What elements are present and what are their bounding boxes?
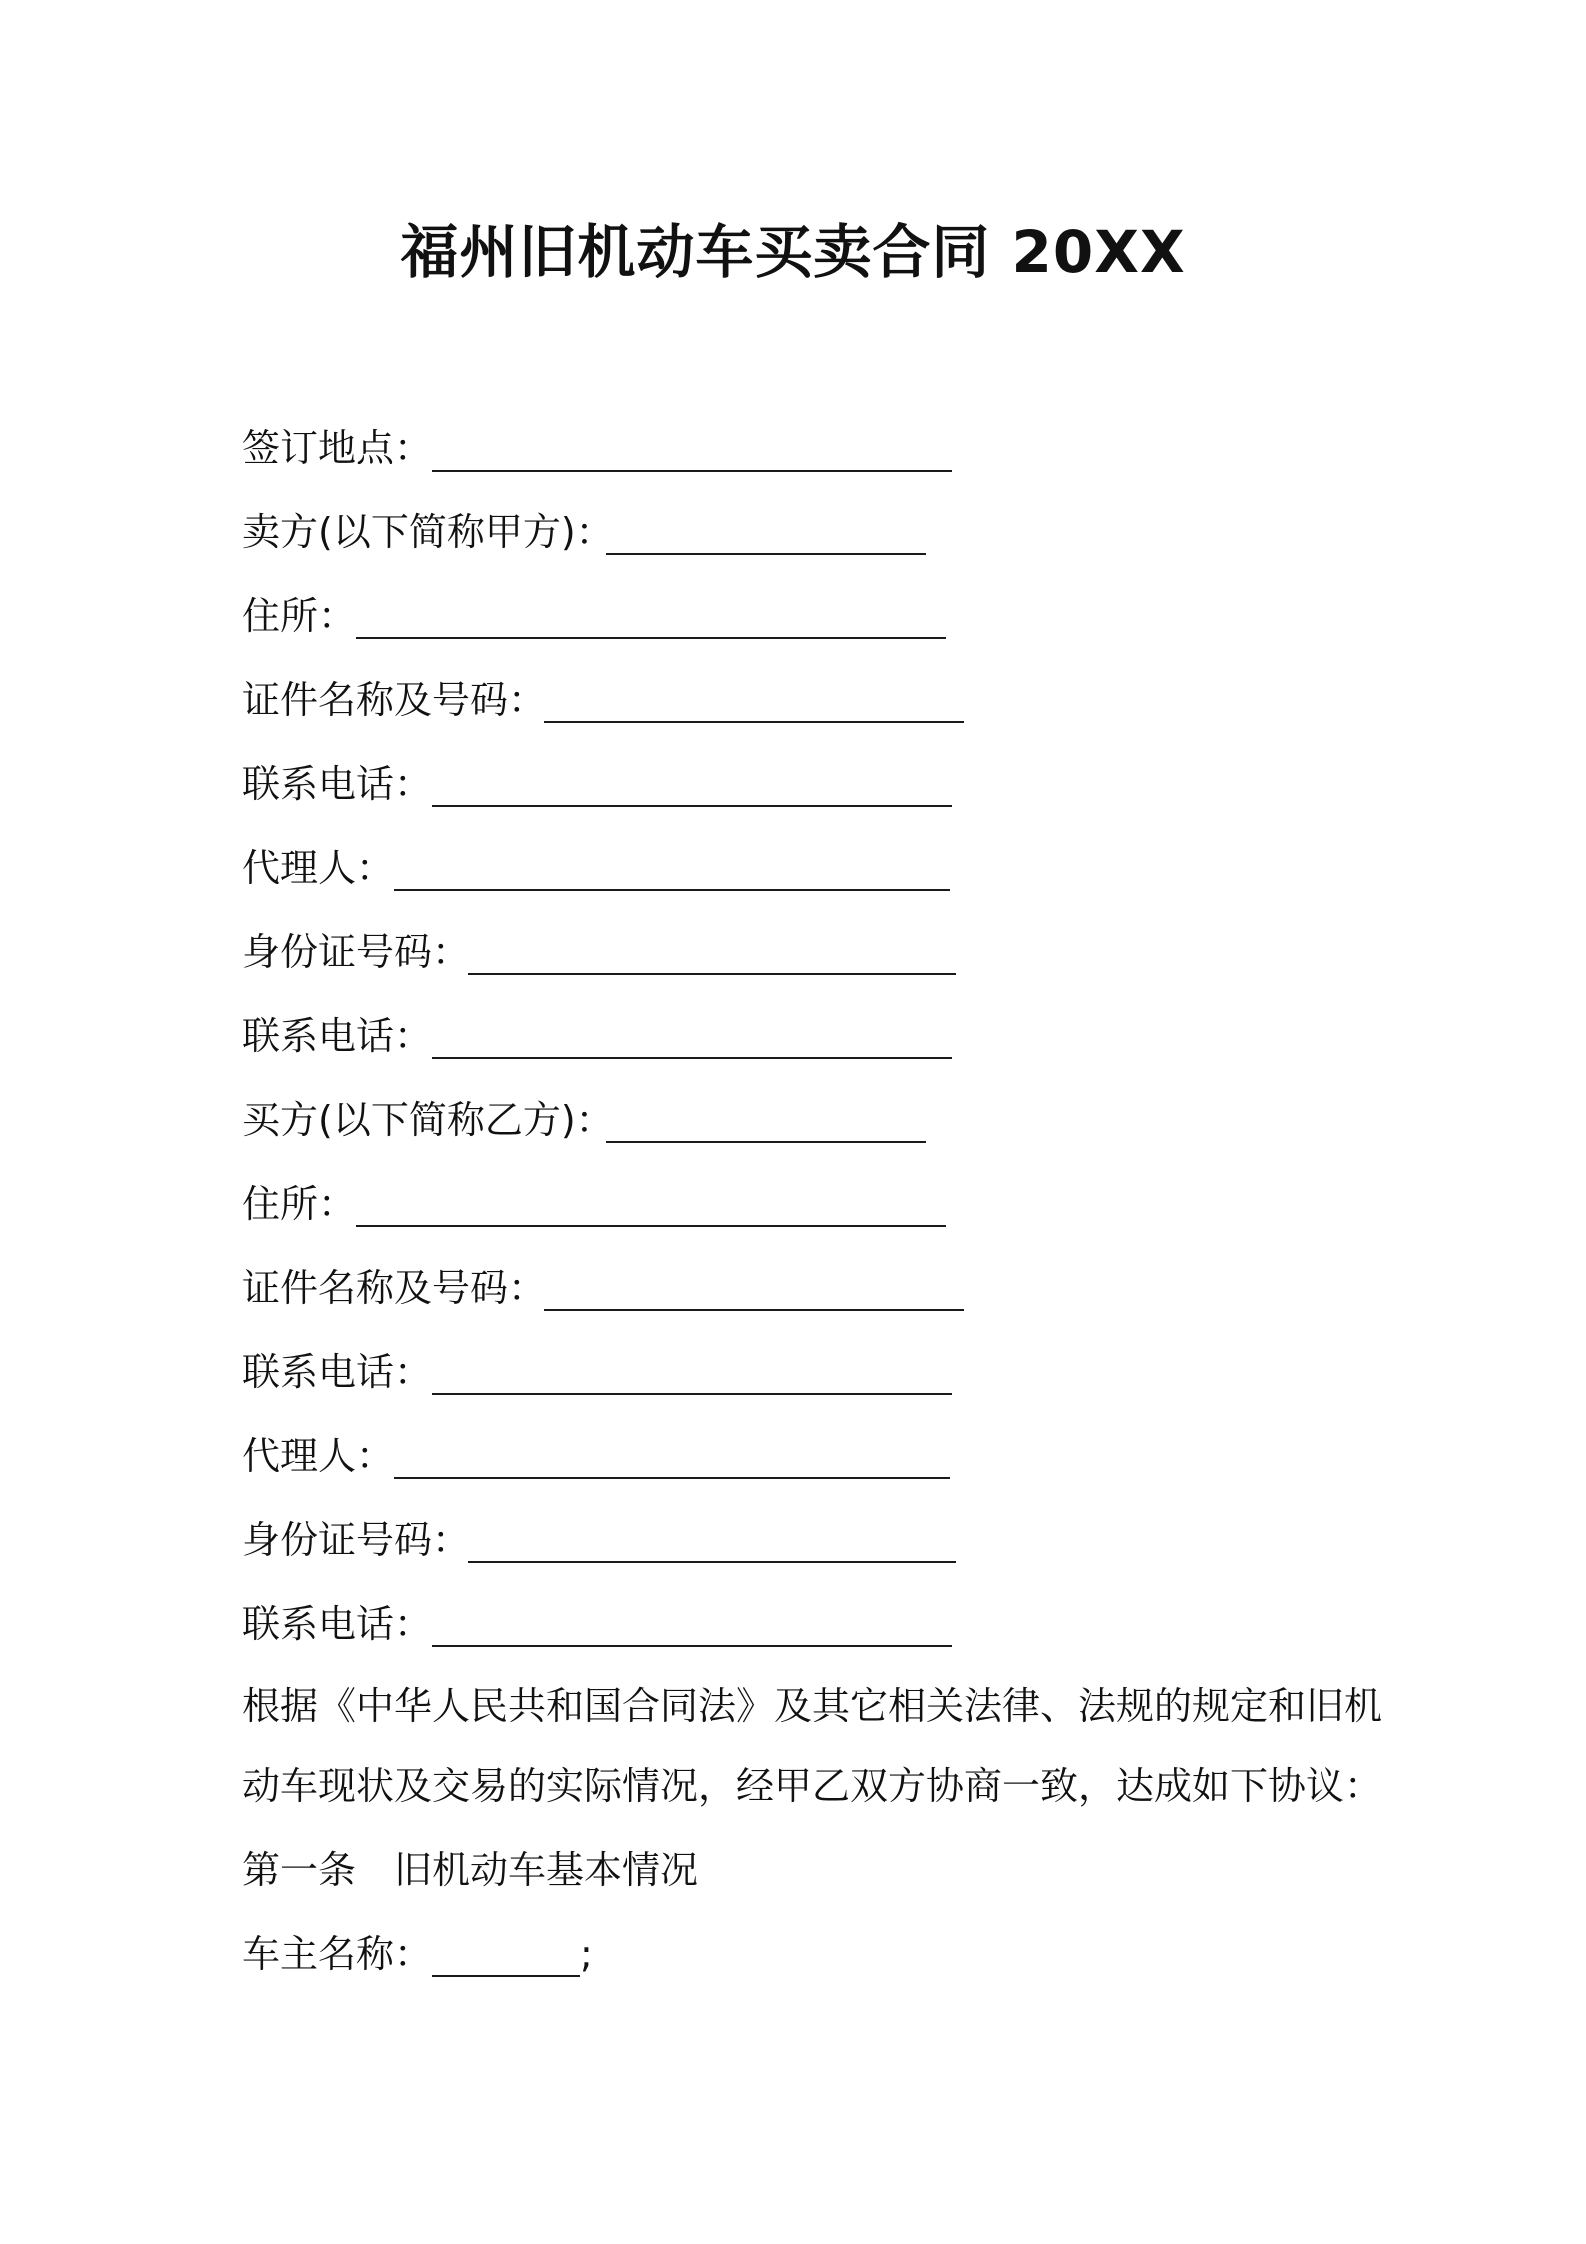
- buyer-id-doc-label: 证件名称及号码：: [242, 1266, 547, 1310]
- seller-agent-id-label: 身份证号码：: [242, 930, 471, 974]
- seller-address-row: [242, 586, 356, 646]
- seller-phone-row: [242, 754, 432, 814]
- seller-agent-row: [242, 838, 394, 898]
- buyer-agent-blank[interactable]: [394, 1477, 950, 1479]
- buyer-agent-id-label: 身份证号码：: [242, 1518, 471, 1562]
- preamble-line-2: 动车现状及交易的实际情况，经甲乙双方协商一致，达成如下协议：: [242, 1764, 1383, 1808]
- buyer-address-blank[interactable]: [356, 1225, 946, 1227]
- seller-phone-label: 联系电话：: [242, 762, 433, 806]
- seller-address-label: 住所：: [242, 594, 357, 638]
- buyer-address-row: [242, 1174, 356, 1234]
- buyer-id-doc-blank[interactable]: [544, 1309, 964, 1311]
- seller-id-doc-blank[interactable]: [544, 721, 964, 723]
- owner-name-suffix: ;: [580, 1932, 593, 1976]
- buyer-agent-phone-blank[interactable]: [432, 1645, 952, 1647]
- buyer-phone-blank[interactable]: [432, 1393, 952, 1395]
- buyer-agent-id-row: [242, 1510, 470, 1570]
- buyer-agent-id-blank[interactable]: [468, 1561, 956, 1563]
- owner-name-row: [242, 1924, 432, 1984]
- seller-agent-id-blank[interactable]: [468, 973, 956, 975]
- seller-agent-label: 代理人：: [242, 846, 395, 890]
- owner-name-blank[interactable]: [432, 1975, 580, 1977]
- seller-label: 卖方(以下简称甲方)：: [242, 510, 614, 554]
- buyer-agent-label: 代理人：: [242, 1434, 395, 1478]
- seller-id-doc-row: [242, 670, 546, 730]
- seller-agent-phone-label: 联系电话：: [242, 1014, 433, 1058]
- buyer-agent-phone-label: 联系电话：: [242, 1602, 433, 1646]
- document-title: 福州旧机动车买卖合同 20XX: [400, 218, 1186, 286]
- seller-blank[interactable]: [606, 553, 926, 555]
- buyer-address-label: 住所：: [242, 1182, 357, 1226]
- seller-address-blank[interactable]: [356, 637, 946, 639]
- seller-agent-id-row: [242, 922, 470, 982]
- buyer-agent-row: [242, 1426, 394, 1486]
- seller-agent-phone-blank[interactable]: [432, 1057, 952, 1059]
- seller-id-doc-label: 证件名称及号码：: [242, 678, 547, 722]
- buyer-phone-label: 联系电话：: [242, 1350, 433, 1394]
- buyer-id-doc-row: [242, 1258, 546, 1318]
- signing-place-row: [242, 418, 432, 478]
- buyer-label: 买方(以下简称乙方)：: [242, 1098, 614, 1142]
- owner-name-label: 车主名称：: [242, 1932, 433, 1976]
- buyer-blank[interactable]: [606, 1141, 926, 1143]
- signing-place-label: 签订地点：: [242, 426, 433, 470]
- seller-agent-phone-row: [242, 1006, 432, 1066]
- buyer-phone-row: [242, 1342, 432, 1402]
- seller-phone-blank[interactable]: [432, 805, 952, 807]
- buyer-agent-phone-row: [242, 1594, 432, 1654]
- seller-row: [242, 502, 614, 562]
- seller-agent-blank[interactable]: [394, 889, 950, 891]
- buyer-row: [242, 1090, 614, 1150]
- signing-place-blank[interactable]: [432, 470, 952, 472]
- preamble-line-1: 根据《中华人民共和国合同法》及其它相关法律、法规的规定和旧机: [242, 1684, 1383, 1728]
- article-1-heading: 第一条 旧机动车基本情况: [242, 1848, 699, 1892]
